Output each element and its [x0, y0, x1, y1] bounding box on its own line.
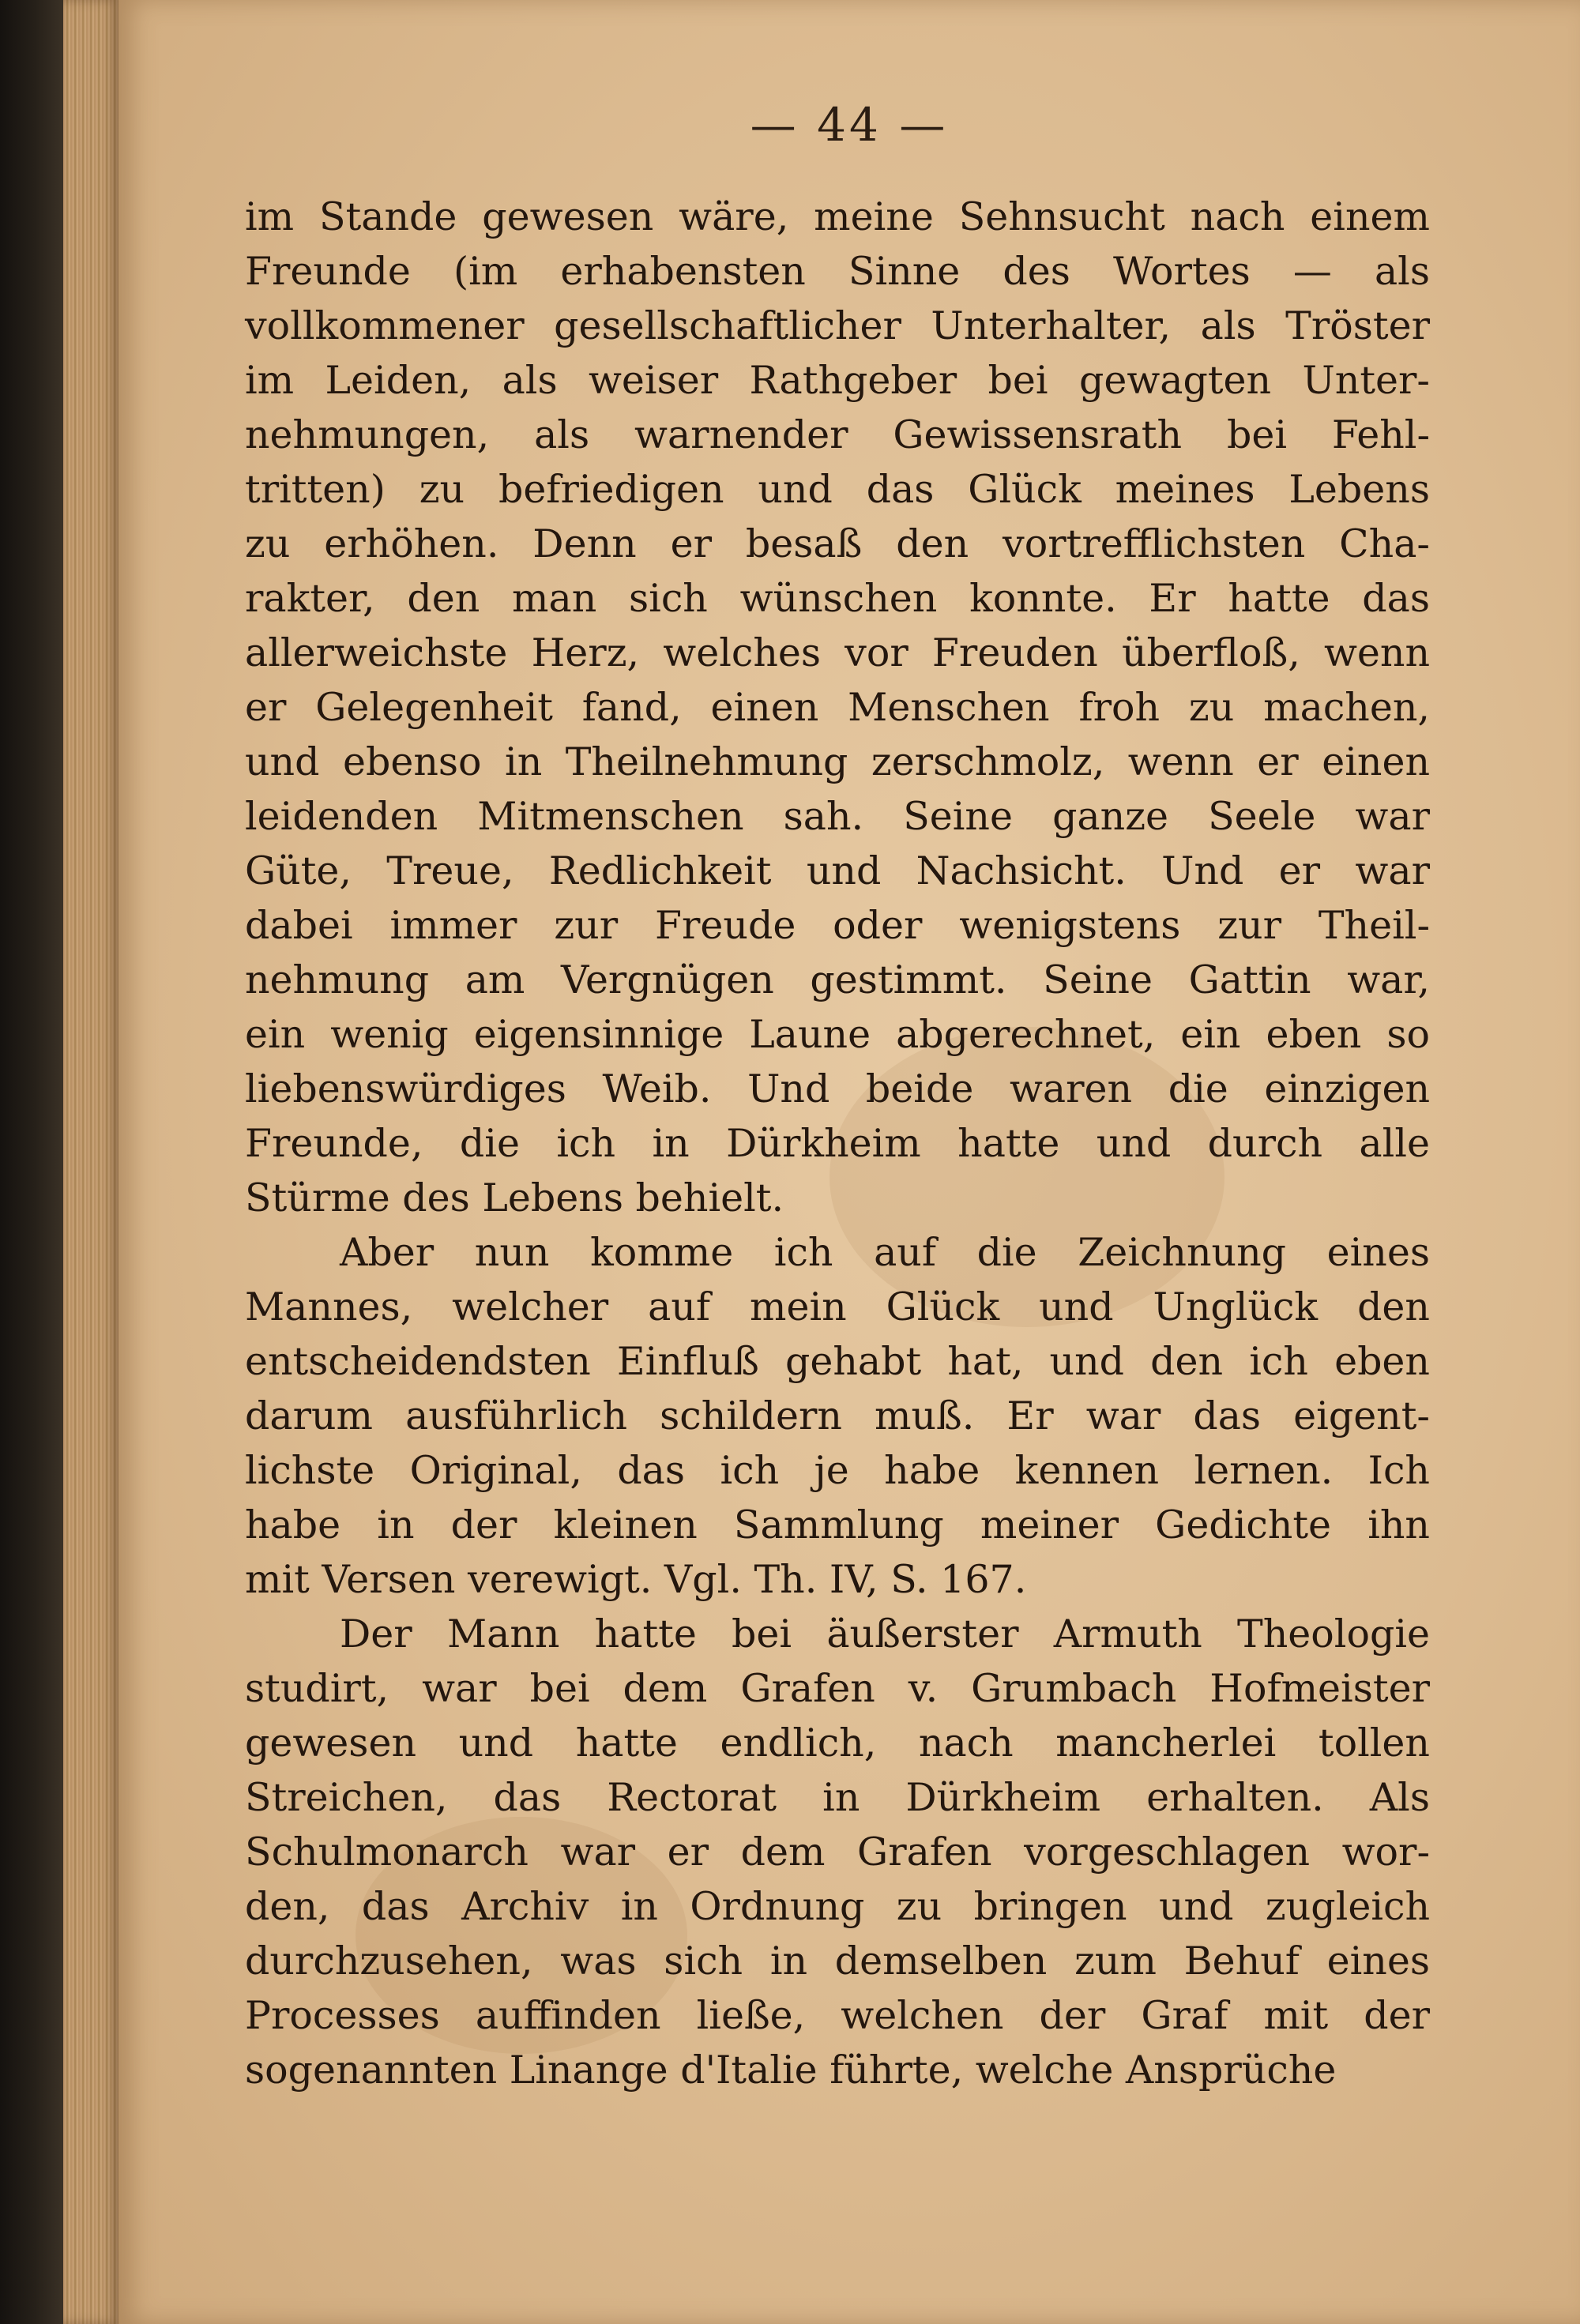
text-line: Güte, Treue, Redlichkeit und Nachsicht. Und er war — [245, 848, 1430, 893]
text-line: Der Mann hatte bei äußerster Armuth Theologie — [340, 1611, 1430, 1657]
text-line: studirt, war bei dem Grafen v. Grumbach Hofmeister — [245, 1666, 1430, 1711]
text-line: habe in der kleinen Sammlung meiner Gedichte ihn — [245, 1502, 1430, 1547]
text-line: gewesen und hatte endlich, nach mancherlei tollen — [245, 1720, 1430, 1766]
text-line: den, das Archiv in Ordnung zu bringen und zugleich — [245, 1884, 1430, 1929]
text-line: Mannes, welcher auf mein Glück und Unglück den — [245, 1284, 1430, 1329]
book-cover — [0, 0, 63, 2324]
text-line: tritten) zu befriedigen und das Glück meines Lebens — [245, 467, 1430, 512]
text-line: liebenswürdiges Weib. Und beide waren die einzigen — [245, 1066, 1430, 1111]
page-edges — [63, 0, 118, 2324]
text-line: Schulmonarch war er dem Grafen vorgeschlagen wor- — [245, 1829, 1430, 1875]
text-line: rakter, den man sich wünschen konnte. Er hatte das — [245, 576, 1430, 621]
text-line: durchzusehen, was sich in demselben zum Behuf eines — [245, 1939, 1430, 1984]
text-line: im Leiden, als weiser Rathgeber bei gewagten Unter- — [245, 358, 1430, 403]
text-line: Freunde, die ich in Dürkheim hatte und durch alle — [245, 1121, 1430, 1166]
text-line: allerweichste Herz, welches vor Freuden überfloß, wenn — [245, 630, 1430, 675]
text-line: vollkommener gesellschaftlicher Unterhalter, als Tröster — [245, 303, 1430, 348]
text-line: er Gelegenheit fand, einen Menschen froh zu machen, — [245, 685, 1430, 730]
text-line: im Stande gewesen wäre, meine Sehnsucht nach einem — [245, 194, 1430, 239]
book-page — [118, 0, 1580, 2324]
text-line: leidenden Mitmenschen sah. Seine ganze Seele war — [245, 794, 1430, 839]
text-line: Aber nun komme ich auf die Zeichnung eines — [340, 1230, 1430, 1275]
text-line: Stürme des Lebens behielt. — [245, 1175, 784, 1220]
text-line: ein wenig eigensinnige Laune abgerechnet, ein eben so — [245, 1012, 1430, 1057]
text-line: dabei immer zur Freude oder wenigstens zur Theil- — [245, 903, 1430, 948]
text-line: entscheidendsten Einfluß gehabt hat, und den ich eben — [245, 1339, 1430, 1384]
text-line: nehmungen, als warnender Gewissensrath bei Fehl- — [245, 412, 1430, 457]
text-line: Freunde (im erhabensten Sinne des Wortes — als — [245, 249, 1430, 294]
text-line: zu erhöhen. Denn er besaß den vortrefflichsten Cha- — [245, 521, 1430, 566]
text-line: darum ausführlich schildern muß. Er war das eigent- — [245, 1393, 1430, 1438]
text-line: Streichen, das Rectorat in Dürkheim erhalten. Als — [245, 1775, 1430, 1820]
text-line: sogenannten Linange d'Italie führte, welche Ansprüche — [245, 2048, 1337, 2093]
text-line: Processes auffinden ließe, welchen der Graf mit der — [245, 1993, 1430, 2038]
text-line: lichste Original, das ich je habe kennen lernen. Ich — [245, 1448, 1430, 1493]
body-text — [245, 190, 1430, 2097]
text-line: und ebenso in Theilnehmung zerschmolz, wenn er einen — [245, 739, 1430, 784]
text-line: mit Versen verewigt. Vgl. Th. IV, S. 167. — [245, 1557, 1027, 1602]
page-number: — 44 — — [750, 98, 949, 152]
text-line: nehmung am Vergnügen gestimmt. Seine Gattin war, — [245, 957, 1430, 1002]
